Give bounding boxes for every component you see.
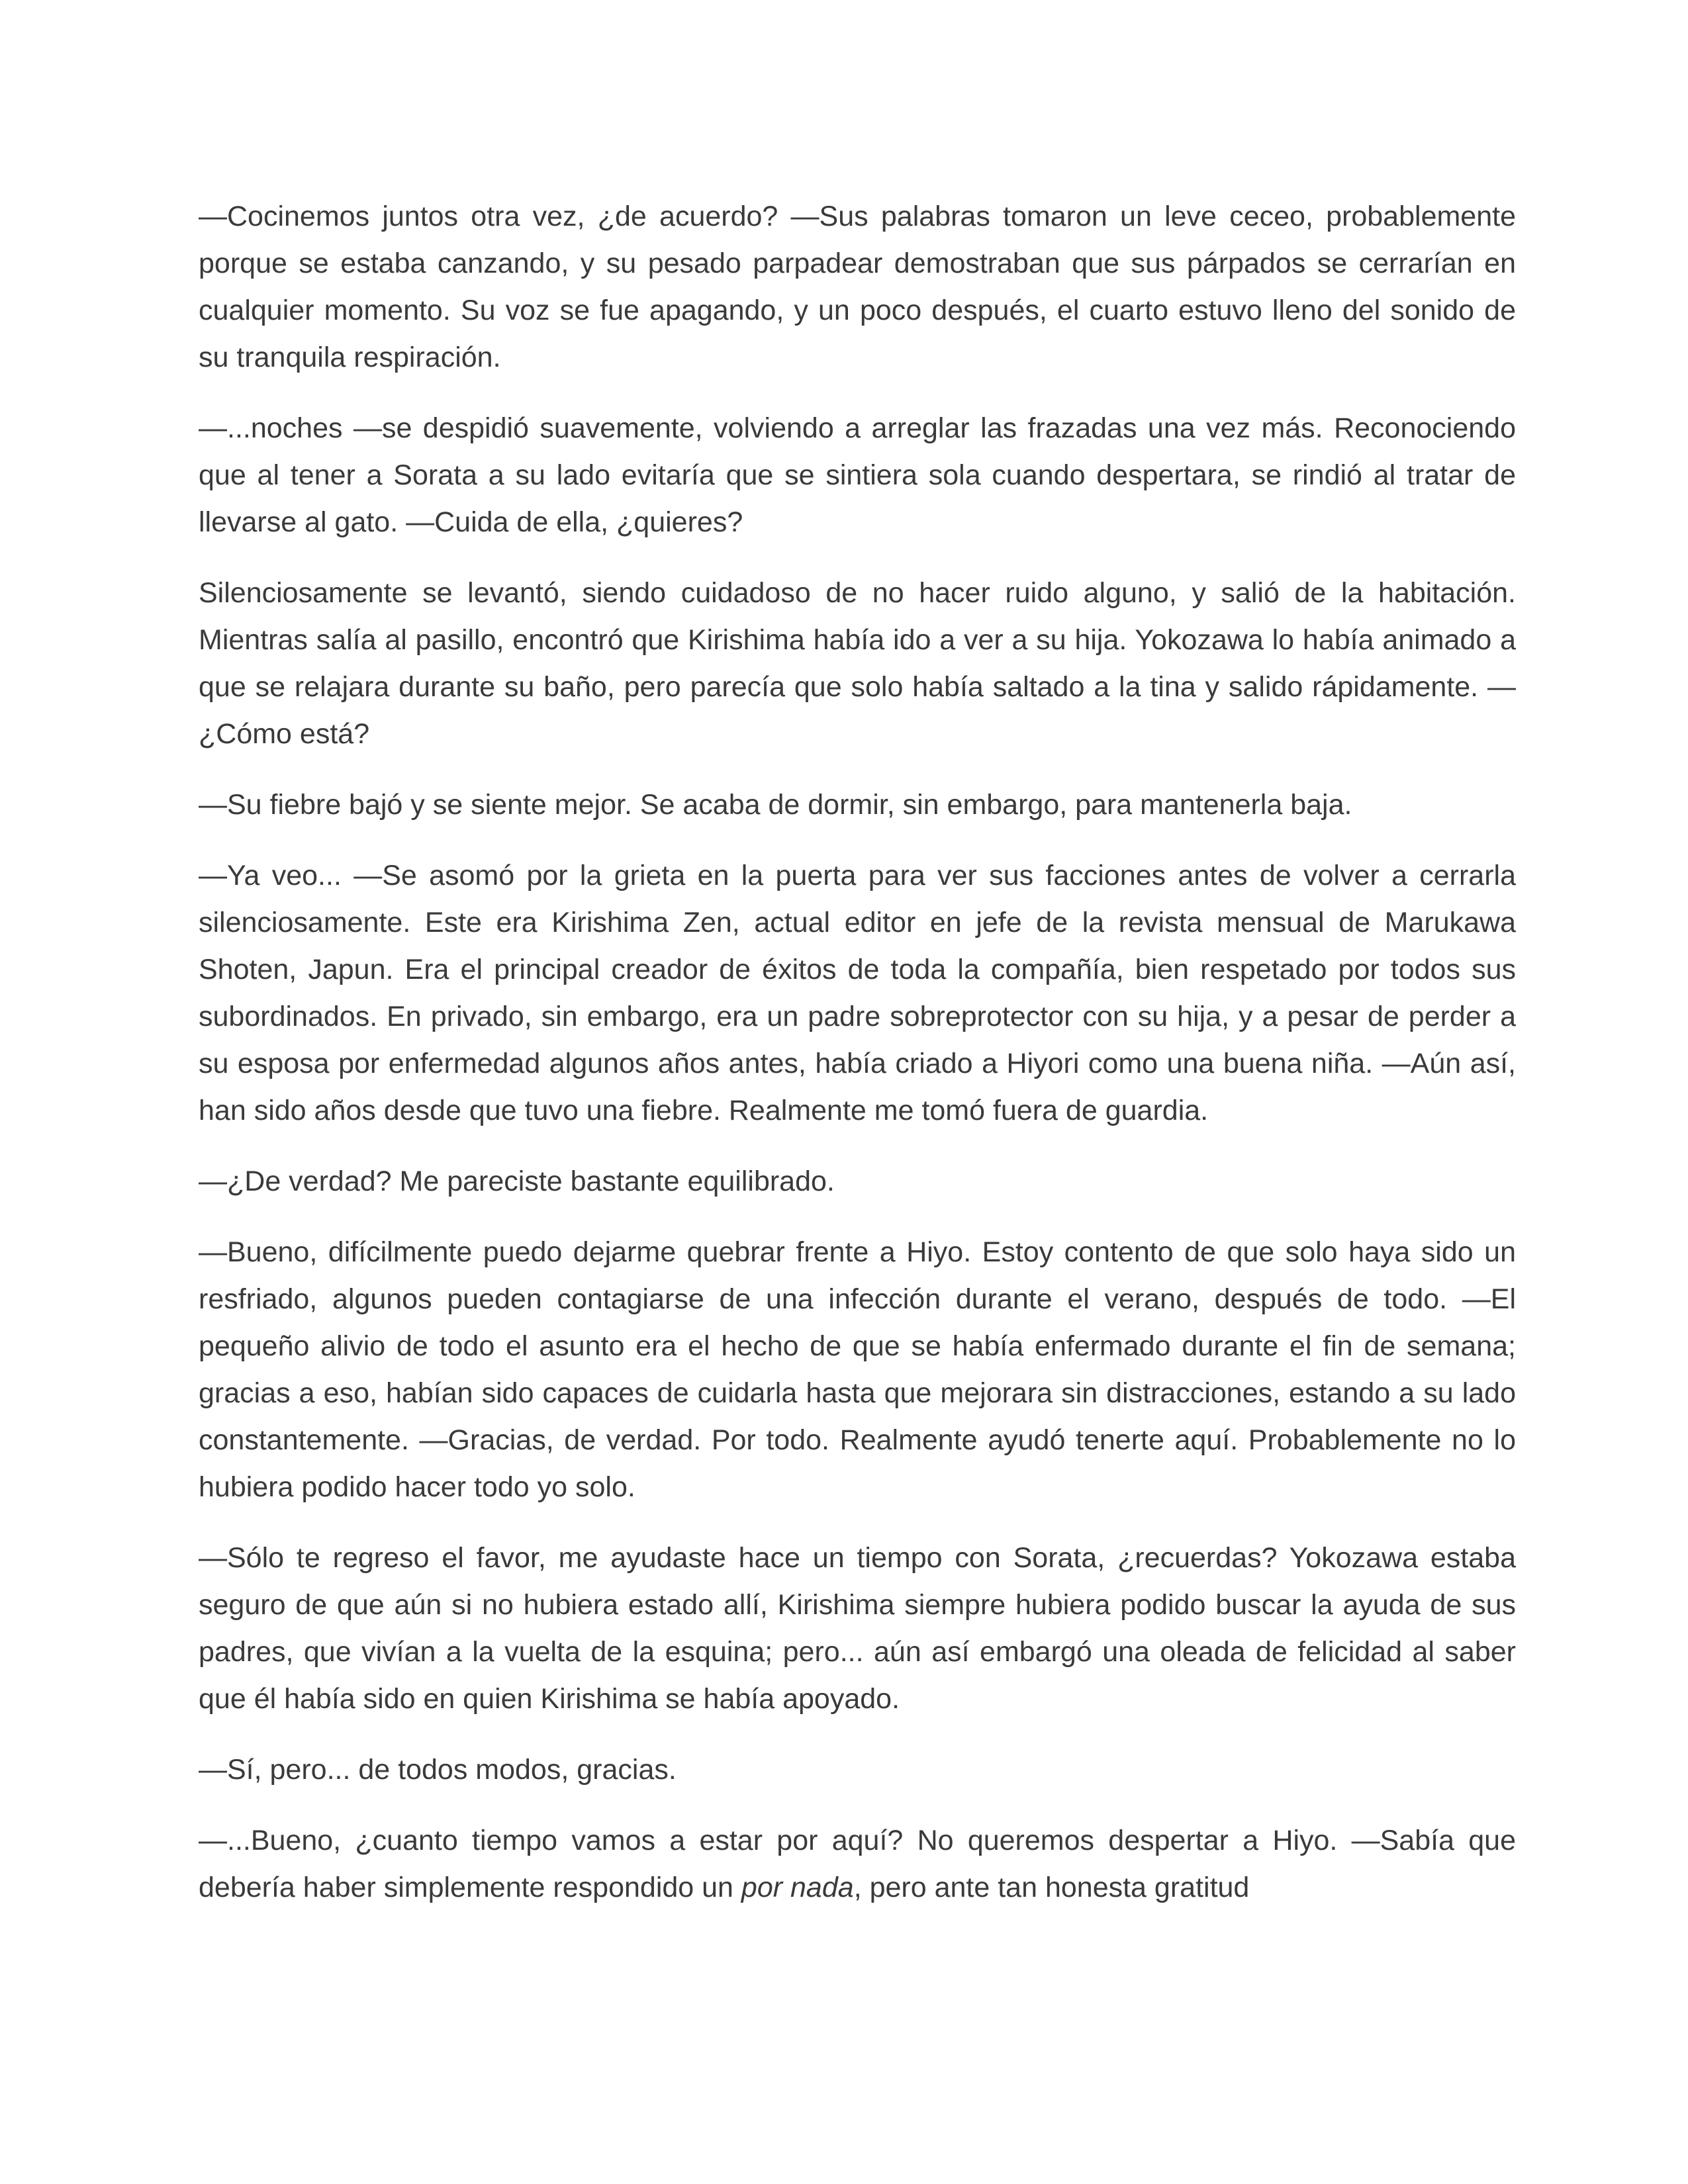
paragraph-2: —...noches —se despidió suavemente, volviendo a arreglar las frazadas una vez más. Reconociendo que al tener a Sorata a su lado evitaría que se sintiera sola cuando despertara, se rindió al tratar de llevarse al gato. —Cuida de ella, ¿quieres? [199, 412, 1516, 538]
paragraph-5: —Ya veo... —Se asomó por la grieta en la puerta para ver sus facciones antes de volver a cerrarla silenciosamente. Este era Kirishima Zen, actual editor en jefe de la revista mensual de Marukawa Shoten, Japun. Era el principal creador de éxitos de toda la compañía, bien respetado por todos sus subordinados. En privado, sin embargo, era un padre sobreprotector con su hija, y a pesar de perder a su esposa por enfermedad algunos años antes, había criado a Hiyori como una buena niña. —Aún así, han sido años desde que tuvo una fiebre. Realmente me tomó fuera de guardia. [199, 860, 1516, 1126]
paragraph-6: —¿De verdad? Me pareciste bastante equilibrado. [199, 1165, 835, 1197]
paragraph-9: —Sí, pero... de todos modos, gracias. [199, 1754, 677, 1786]
paragraph-1: —Cocinemos juntos otra vez, ¿de acuerdo? —Sus palabras tomaron un leve ceceo, probablemente porque se estaba canzando, y su pesado parpadear demostraban que sus párpados se cerrarían en cualquier momento. Su voz se fue apagando, y un poco después, el cuarto estuvo lleno del sonido de su tranquila respiración. [199, 201, 1516, 373]
paragraph-10-end: , pero ante tan honesta gratitud [853, 1872, 1250, 1903]
paragraph-3: Silenciosamente se levantó, siendo cuidadoso de no hacer ruido alguno, y salió de la habitación. Mientras salía al pasillo, encontró que Kirishima había ido a ver a su hija. Yokozawa lo había animado a que se relajara durante su baño, pero parecía que solo había saltado a la tina y salido rápidamente. —¿Cómo está? [199, 577, 1516, 750]
paragraph-7: —Bueno, difícilmente puedo dejarme quebrar frente a Hiyo. Estoy contento de que solo haya sido un resfriado, algunos pueden contagiarse de una infección durante el verano, después de todo. —El pequeño alivio de todo el asunto era el hecho de que se había enfermado durante el fin de semana; gracias a eso, habían sido capaces de cuidarla hasta que mejorara sin distracciones, estando a su lado constantemente. —Gracias, de verdad. Por todo. Realmente ayudó tenerte aquí. Probablemente no lo hubiera podido hacer todo yo solo. [199, 1236, 1516, 1503]
body-text [199, 193, 1516, 1911]
paragraph-4: —Su fiebre bajó y se siente mejor. Se acaba de dormir, sin embargo, para mantenerla baja. [199, 789, 1352, 821]
paragraph-10 [199, 1817, 1516, 1911]
paragraph-8: —Sólo te regreso el favor, me ayudaste hace un tiempo con Sorata, ¿recuerdas? Yokozawa estaba seguro de que aún si no hubiera estado allí, Kirishima siempre hubiera podido buscar la ayuda de sus padres, que vivían a la vuelta de la esquina; pero... aún así embargó una oleada de felicidad al saber que él había sido en quien Kirishima se había apoyado. [199, 1542, 1516, 1715]
paragraph-10-start: —...Bueno, ¿cuanto tiempo vamos a estar por aquí? No queremos despertar a Hiyo. —Sabía que debería haber simplemente respondido un [199, 1825, 1516, 1903]
italic-phrase: por nada [741, 1872, 854, 1903]
